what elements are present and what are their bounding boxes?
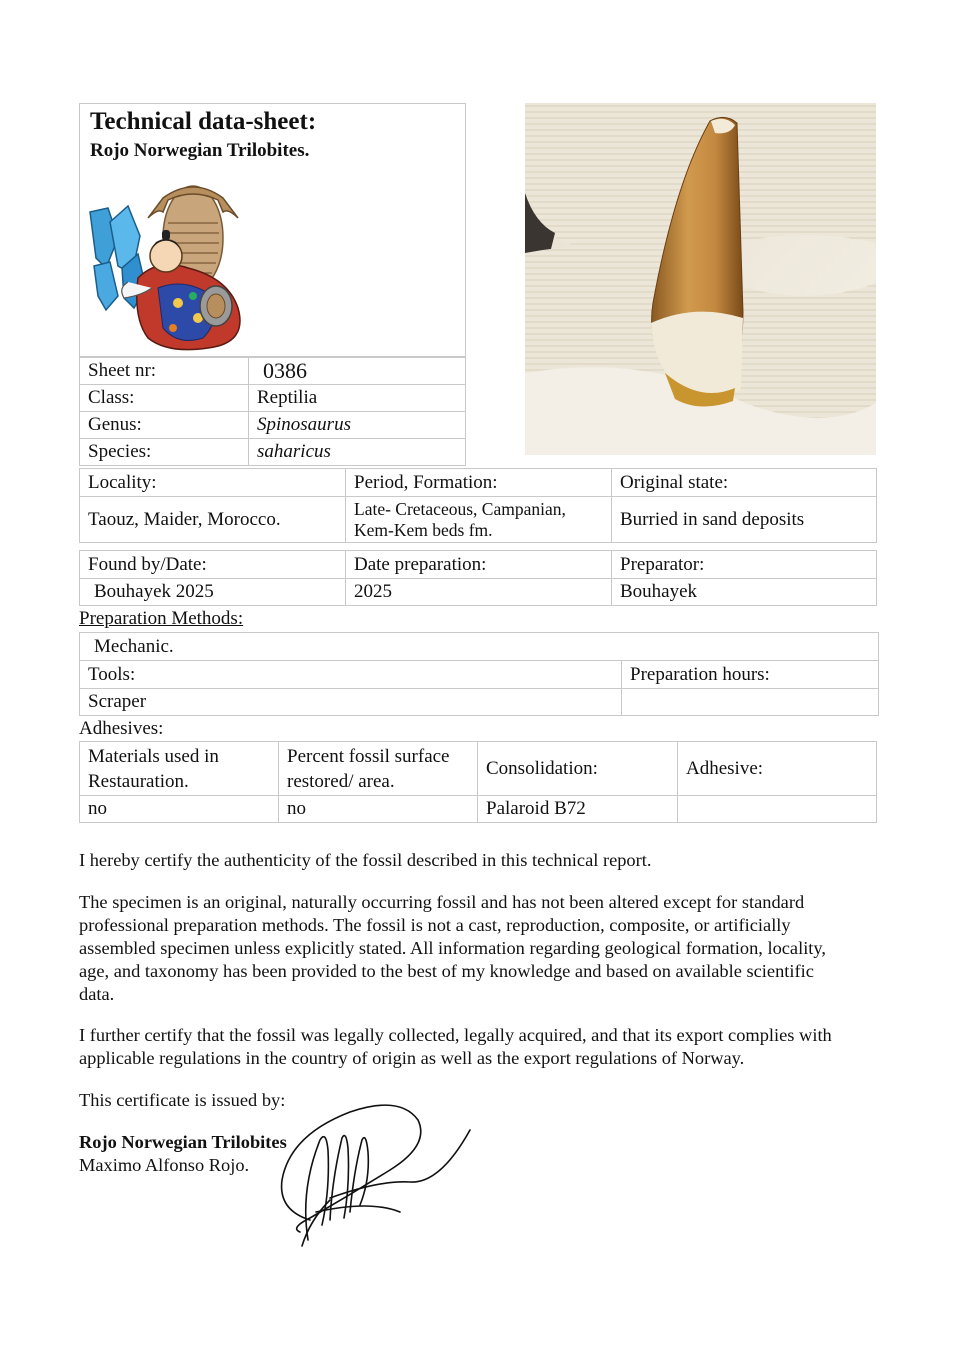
consolidation-label: Consolidation: — [477, 741, 678, 796]
species-value: saharicus — [248, 438, 466, 466]
samurai-trilobite-logo-icon — [88, 178, 248, 354]
certificate-paragraph-1: I hereby certify the authenticity of the fossil described in this technical report. — [79, 850, 652, 870]
paragraph-3-line-2: applicable regulations in the country of origin as well as the export regulations of Norway. — [79, 1048, 745, 1068]
consolidation-value: Palaroid B72 — [477, 795, 678, 823]
found-by-label: Found by/Date: — [79, 550, 346, 579]
header-box — [79, 103, 466, 357]
period-label: Period, Formation: — [345, 468, 612, 497]
genus-value: Spinosaurus — [248, 411, 466, 439]
paragraph-2-line-1: The specimen is an original, naturally occurring fossil and has not been altered except for standard — [79, 892, 805, 912]
original-state-value: Burried in sand deposits — [611, 496, 877, 543]
percent-restored-value: no — [278, 795, 478, 823]
document-title: Technical data-sheet: — [90, 108, 317, 135]
paragraph-2-line-3: assembled specimen unless explicitly stated. All information regarding geological formation, locality, — [79, 938, 827, 958]
preparator-label: Preparator: — [611, 550, 877, 579]
preparation-hours-label: Preparation hours: — [621, 660, 879, 689]
materials-label — [79, 741, 279, 796]
adhesive-label: Adhesive: — [677, 741, 877, 796]
preparator-value: Bouhayek — [611, 578, 877, 606]
locality-label: Locality: — [79, 468, 346, 497]
preparation-methods-value: Mechanic. — [79, 632, 879, 661]
preparation-hours-value — [621, 688, 879, 716]
found-by-value: Bouhayek 2025 — [79, 578, 346, 606]
percent-label-line1: Percent fossil surface — [287, 745, 450, 767]
issued-by-text: This certificate is issued by: — [79, 1090, 286, 1110]
spinosaurus-tooth-photo — [525, 103, 876, 455]
paragraph-3-line-1: I further certify that the fossil was legally collected, legally acquired, and that its export complies with — [79, 1025, 832, 1045]
issuer-person: Maximo Alfonso Rojo. — [79, 1155, 250, 1175]
adhesive-value — [677, 795, 877, 823]
sheet-nr-value: 0386 — [248, 357, 466, 385]
tools-value: Scraper — [79, 688, 622, 716]
date-preparation-label: Date preparation: — [345, 550, 612, 579]
materials-label-line2: Restauration. — [88, 770, 189, 792]
handwritten-signature — [270, 1100, 480, 1250]
class-value: Reptilia — [248, 384, 466, 412]
genus-label: Genus: — [79, 411, 249, 439]
preparation-methods-heading: Preparation Methods: — [79, 608, 244, 629]
class-label: Class: — [79, 384, 249, 412]
paragraph-2-line-4: age, and taxonomy has been provided to the best of my knowledge and based on available scientific — [79, 961, 814, 981]
issuer-company: Rojo Norwegian Trilobites — [79, 1132, 287, 1152]
company-subtitle: Rojo Norwegian Trilobites. — [90, 140, 310, 161]
date-preparation-value: 2025 — [345, 578, 612, 606]
original-state-label: Original state: — [611, 468, 877, 497]
locality-value: Taouz, Maider, Morocco. — [79, 496, 346, 543]
materials-value: no — [79, 795, 279, 823]
percent-label-line2: restored/ area. — [287, 770, 395, 792]
percent-restored-label — [278, 741, 478, 796]
period-value-line1: Late- Cretaceous, Campanian, — [354, 498, 566, 519]
adhesives-heading: Adhesives: — [79, 718, 164, 739]
paragraph-2-line-2: professional preparation methods. The fossil is not a cast, reproduction, composite, or artificially — [79, 915, 791, 935]
tools-label: Tools: — [79, 660, 622, 689]
certificate-paragraph-2 — [79, 891, 879, 1006]
sheet-nr-label: Sheet nr: — [79, 357, 249, 385]
materials-label-line1: Materials used in — [88, 745, 219, 767]
certificate-paragraph-3 — [79, 1024, 879, 1070]
paragraph-2-line-5: data. — [79, 984, 115, 1004]
period-value — [345, 496, 612, 543]
period-value-line2: Kem-Kem beds fm. — [354, 519, 493, 540]
species-label: Species: — [79, 438, 249, 466]
